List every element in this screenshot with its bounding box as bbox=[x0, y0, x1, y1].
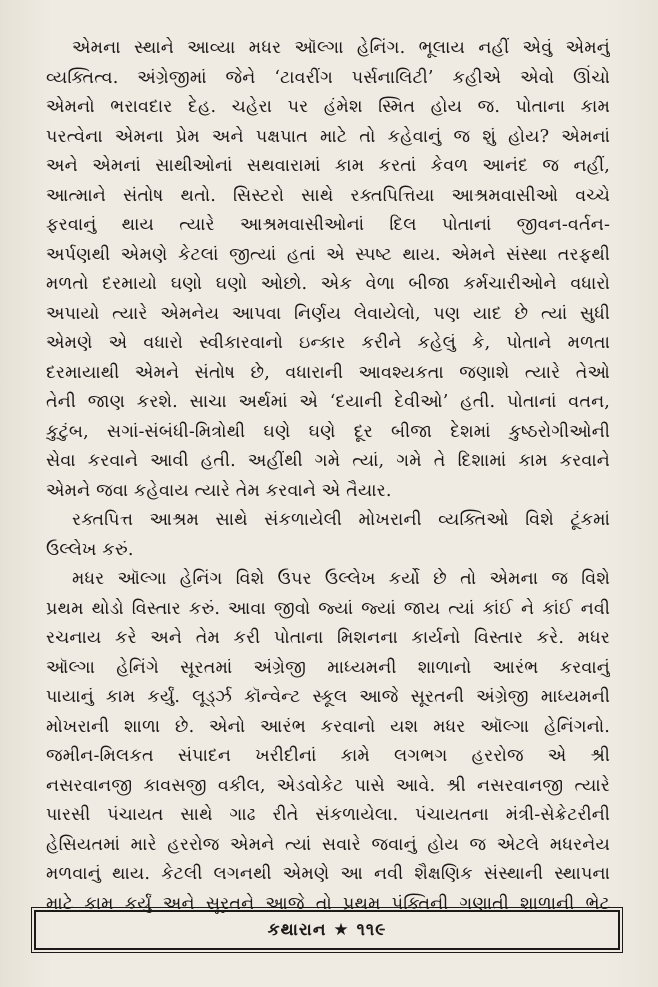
text-line: રક્તપિત્ત આશ્રમ સાથે સંકળાયેલી મોખરાની વ્યક્તિઓ વિશે ટૂંકમાં bbox=[72, 510, 610, 530]
text-line: હેસિયતમાં મારે હરરોજ એમને ત્યાં સવારે જવાનું હોય જ એટલે મધરનેય bbox=[46, 834, 610, 855]
text-line: એમણે એ વધારો સ્વીકારવાનો ઇન્કાર કરીને કહેલું કે, પોતાને મળતા bbox=[46, 333, 610, 353]
text-line: એમના સ્થાને આવ્યા મધર ઑલ્ગા હેનિંગ. ભૂલાય નહીં એવું એમનું bbox=[72, 38, 610, 58]
text-line: જમીન-મિલકત સંપાદન ખરીદીનાં કામે લગભગ હરરોજ એ શ્રી bbox=[46, 746, 610, 766]
star-icon: ★ bbox=[333, 920, 350, 940]
footer-label bbox=[268, 920, 387, 940]
text-line: મધર ઑલ્ગા હેનિંગ વિશે ઉપર ઉલ્લેખ કર્યો છે તો એમના જ વિશે bbox=[72, 569, 610, 589]
text-line: ઉલ્લેખ કરું. bbox=[46, 539, 134, 560]
text-line: તેની જાણ કરશે. સાચા અર્થમાં એ ‘દયાની દેવીઓ’ હતી. પોતાનાં વતન, bbox=[46, 392, 610, 412]
text-line: એમનો ભરાવદાર દેહ. ચહેરા પર હંમેશ સ્મિત હોય જ. પોતાના કામ bbox=[46, 97, 610, 117]
text-line: અર્પણથી એમણે કેટલાં જીત્યાં હતાં એ સ્પષ્ટ થાય. એમને સંસ્થા તરફથી bbox=[46, 244, 610, 265]
text-line: વ્યક્તિત્વ. અંગ્રેજીમાં જેને ‘ટાવરીંગ પર્સનાલિટી’ કહીએ એવો ઊંચો bbox=[46, 67, 610, 88]
text-line: પરત્વેના એમના પ્રેમ અને પક્ષપાત માટે તો કહેવાનું જ શું હોય? એમનાં bbox=[46, 126, 610, 147]
body-text bbox=[46, 34, 610, 919]
text-line: પારસી પંચાયત સાથે ગાઢ રીતે સંકળાયેલા. પંચાયતના મંત્રી-સેક્રેટરીની bbox=[46, 805, 610, 825]
text-line: એમને જવા કહેવાય ત્યારે તેમ કરવાને એ તૈયાર. bbox=[46, 480, 392, 501]
page-number: ૧૧૯ bbox=[356, 920, 387, 940]
text-line: મળતો દરમાયો ઘણો ઘણો ઓછો. એક વેળા બીજા કર્મચારીઓને વધારો bbox=[46, 274, 610, 294]
text-line: દરમાયાથી એમને સંતોષ છે, વધારાની આવશ્યકતા જણાશે ત્યારે તેઓ bbox=[46, 362, 610, 383]
text-line: ઑલ્ગા હેનિંગે સૂરતમાં અંગ્રેજી માધ્યમની શાળાનો આરંભ કરવાનું bbox=[46, 657, 610, 678]
text-line: રચનાય કરે અને તેમ કરી પોતાના મિશનના કાર્યનો વિસ્તાર કરે. મધર bbox=[46, 628, 610, 648]
text-line: મળવાનું થાય. કેટલી લગનથી એમણે આ નવી શૈક્ષણિક સંસ્થાની સ્થાપના bbox=[46, 864, 610, 884]
text-line: કુટુંબ, સગાં-સંબંધી-મિત્રોથી ઘણે ઘણે દૂર બીજા દેશમાં કુષ્ઠરોગીઓની bbox=[46, 421, 610, 442]
text-line: પાયાનું કામ કર્યું. લૂર્ડ્ઝ કૉન્વેન્ટ સ્કૂલ આજે સૂરતની અંગ્રેજી માધ્યમની bbox=[46, 687, 610, 707]
text-line: મોખરાની શાળા છે. એનો આરંભ કરવાનો યશ મધર ઑલ્ગા હેનિંગનો. bbox=[46, 716, 610, 737]
text-line: નસરવાનજી કાવસજી વકીલ, એડવોકેટ પાસે આવે. શ્રી નસરવાનજી ત્યારે bbox=[46, 775, 610, 796]
text-line: માટે કામ કર્યું અને સૂરતને આજે તો પ્રથમ પંક્તિની ગણાતી શાળાની ભેટ bbox=[46, 893, 610, 914]
text-line: ફરવાનું થાય ત્યારે આશ્રમવાસીઓનાં દિલ પોતાનાં જીવન-વર્તન- bbox=[46, 215, 610, 235]
page-footer bbox=[34, 910, 620, 950]
book-title: કથારાન bbox=[267, 920, 327, 940]
text-line: અપાયો ત્યારે એમનેય આપવા નિર્ણય લેવાયેલો, પણ યાદ છે ત્યાં સુધી bbox=[46, 303, 610, 324]
text-line: પ્રથમ થોડો વિસ્તાર કરું. આવા જીવો જ્યાં જ્યાં જાય ત્યાં કાંઈ ને કાંઈ નવી bbox=[46, 598, 610, 619]
text-line: આત્માને સંતોષ થતો. સિસ્ટરો સાથે રક્તપિત્તિયા આશ્રમવાસીઓ વચ્ચે bbox=[46, 185, 610, 206]
text-line: સેવા કરવાને આવી હતી. અહીંથી ગમે ત્યાં, ગમે તે દિશામાં કામ કરવાને bbox=[46, 451, 610, 471]
text-line: અને એમનાં સાથીઓનાં સથવારામાં કામ કરતાં કેવળ આનંદ જ નહીં, bbox=[46, 156, 610, 176]
